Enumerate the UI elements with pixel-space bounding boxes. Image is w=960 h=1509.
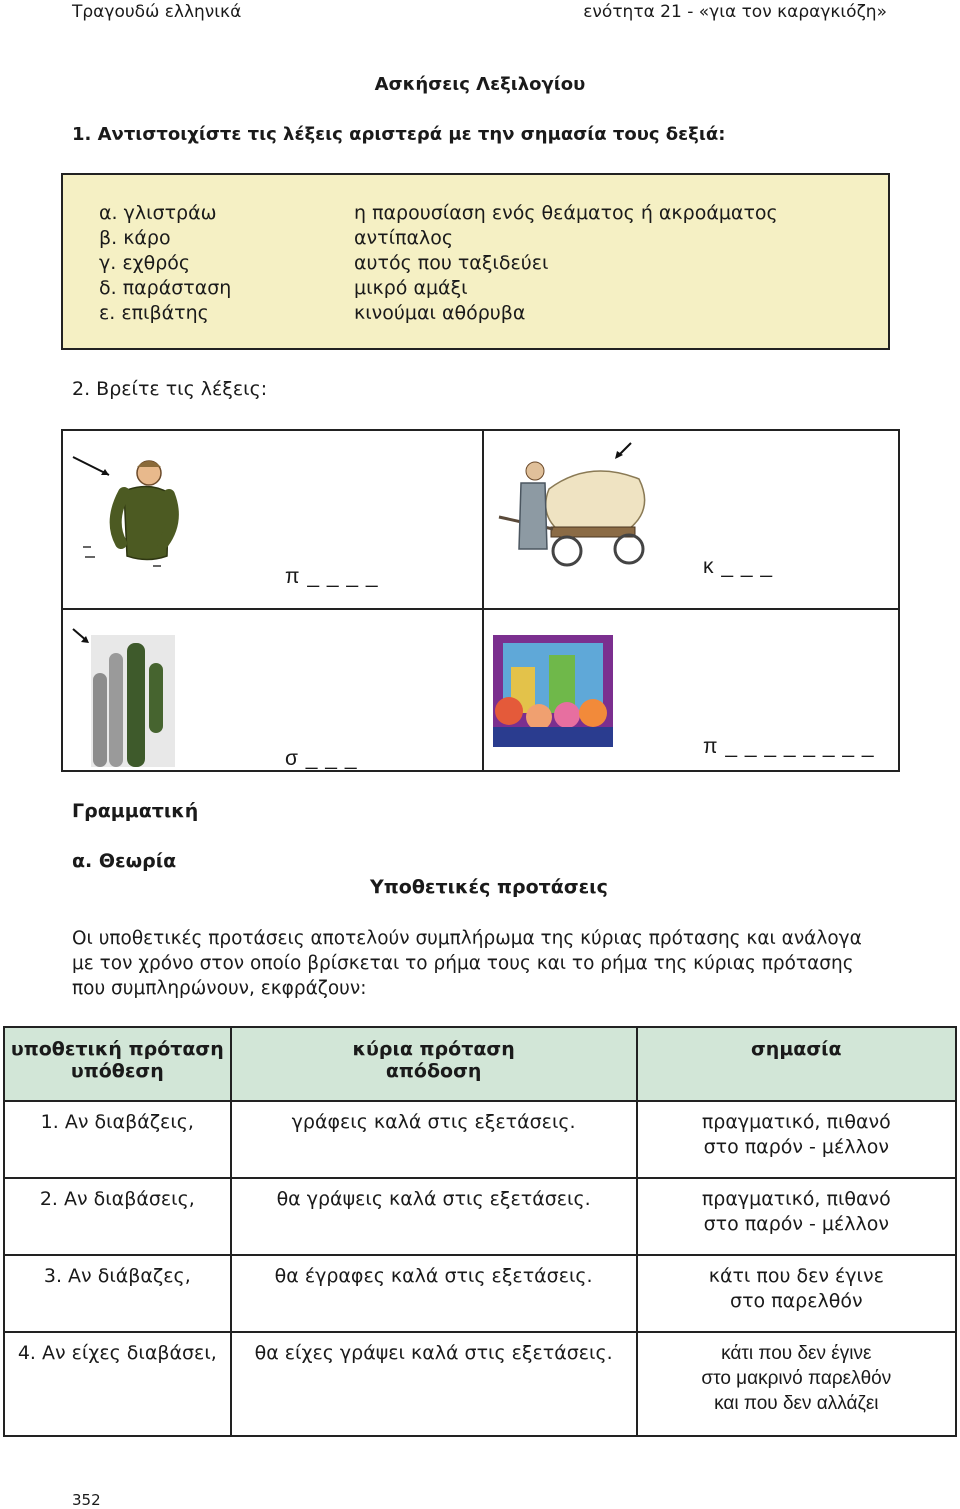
header-cell-meaning <box>637 1027 956 1101</box>
answer-word-4: π _ _ _ _ _ _ _ _ <box>703 735 875 758</box>
cell-main-clause: γράφεις καλά στις εξετάσεις. <box>231 1101 637 1178</box>
cell-hypothesis: 1. Αν διαβάζεις, <box>4 1101 231 1178</box>
word-item: γ. εχθρός <box>99 252 191 274</box>
matching-box <box>61 173 890 350</box>
cell-hypothesis: 3. Αν διάβαζες, <box>4 1255 231 1332</box>
man-pushing-cart-picture <box>489 439 659 589</box>
cell-meaning <box>637 1255 956 1332</box>
cell-meaning <box>637 1178 956 1255</box>
man-back-pain-picture <box>69 451 179 581</box>
word-item: ε. επιβάτης <box>99 302 209 324</box>
meaning-line: κάτι που δεν έγινε <box>721 1343 872 1364</box>
table-row <box>4 1178 956 1255</box>
word-item: δ. παράσταση <box>99 277 232 299</box>
cell-meaning <box>637 1101 956 1178</box>
exercise2-prompt: 2. Βρείτε τις λέξεις: <box>72 378 268 400</box>
page-number: 352 <box>72 1491 101 1509</box>
meaning-item: μικρό αμάξι <box>354 277 468 299</box>
picture-grid <box>61 429 900 772</box>
grid-divider-vertical <box>482 431 484 770</box>
header-right-unit: ενότητα 21 - «για τον καραγκιόζη» <box>583 2 887 22</box>
meaning-line: και που δεν αλλάζει <box>714 1393 879 1414</box>
table-header-row <box>4 1027 956 1101</box>
theory-label: α. Θεωρία <box>72 850 177 872</box>
meaning-line: στο παρόν - μέλλον <box>703 1213 890 1235</box>
meaning-line: στο παρελθόν <box>730 1290 863 1312</box>
meaning-line: πραγματικό, πιθανό <box>701 1111 891 1133</box>
table-row <box>4 1332 956 1436</box>
header-cell-main-clause <box>231 1027 637 1101</box>
cell-main-clause: θα γράψεις καλά στις εξετάσεις. <box>231 1178 637 1255</box>
cell-hypothesis: 4. Αν είχες διαβάσει, <box>4 1332 231 1436</box>
theory-subtitle: Υποθετικές προτάσεις <box>370 876 608 898</box>
cell-meaning <box>637 1332 956 1436</box>
header-line: κύρια πρόταση <box>352 1038 515 1060</box>
word-item: β. κάρο <box>99 227 171 249</box>
word-item: α. γλιστράω <box>99 202 217 224</box>
grammar-heading: Γραμματική <box>72 800 199 822</box>
grid-divider-horizontal <box>63 608 898 610</box>
meaning-line: κάτι που δεν έγινε <box>708 1265 884 1287</box>
meaning-line: στο μακρινό παρελθόν <box>701 1368 892 1389</box>
cell-main-clause: θα έγραφες καλά στις εξετάσεις. <box>231 1255 637 1332</box>
theater-audience-picture <box>489 631 619 755</box>
cactus-picture <box>69 623 179 773</box>
exercise1-prompt: 1. Αντιστοιχίστε τις λέξεις αριστερά με την σημασία τους δεξιά: <box>72 124 726 145</box>
matching-words <box>99 201 231 326</box>
paragraph-line: με τον χρόνο στον οποίο βρίσκεται το ρήμα τους και το ρήμα της κύριας πρότασης <box>72 953 854 974</box>
paragraph-line: Οι υποθετικές προτάσεις αποτελούν συμπλήρωμα της κύριας πρότασης και ανάλογα <box>72 928 862 949</box>
header-line: σημασία <box>751 1038 842 1060</box>
header-left-title: Τραγουδώ ελληνικά <box>72 2 242 22</box>
meaning-item: αντίπαλος <box>354 227 453 249</box>
header-line: υποθετική πρόταση <box>10 1038 224 1060</box>
header-cell-hypothesis <box>4 1027 231 1101</box>
answer-word-1: π _ _ _ _ <box>285 565 379 588</box>
matching-meanings <box>354 201 778 326</box>
meaning-item: κινούμαι αθόρυβα <box>354 302 526 324</box>
theory-paragraph <box>72 926 902 1001</box>
page-title: Ασκήσεις Λεξιλογίου <box>374 74 586 95</box>
meaning-line: πραγματικό, πιθανό <box>701 1188 891 1210</box>
cell-main-clause: θα είχες γράψει καλά στις εξετάσεις. <box>231 1332 637 1436</box>
paragraph-line: που συμπληρώνουν, εκφράζουν: <box>72 978 367 999</box>
header-line: υπόθεση <box>70 1060 164 1082</box>
answer-word-2: κ _ _ _ <box>703 555 774 578</box>
table-row <box>4 1101 956 1178</box>
meaning-item: αυτός που ταξιδεύει <box>354 252 549 274</box>
answer-word-3: σ _ _ _ <box>285 747 358 770</box>
cell-hypothesis: 2. Αν διαβάσεις, <box>4 1178 231 1255</box>
conditional-table <box>3 1026 957 1437</box>
header-line: απόδοση <box>385 1060 482 1082</box>
meaning-line: στο παρόν - μέλλον <box>703 1136 890 1158</box>
table-row <box>4 1255 956 1332</box>
meaning-item: η παρουσίαση ενός θεάματος ή ακροάματος <box>354 202 778 224</box>
